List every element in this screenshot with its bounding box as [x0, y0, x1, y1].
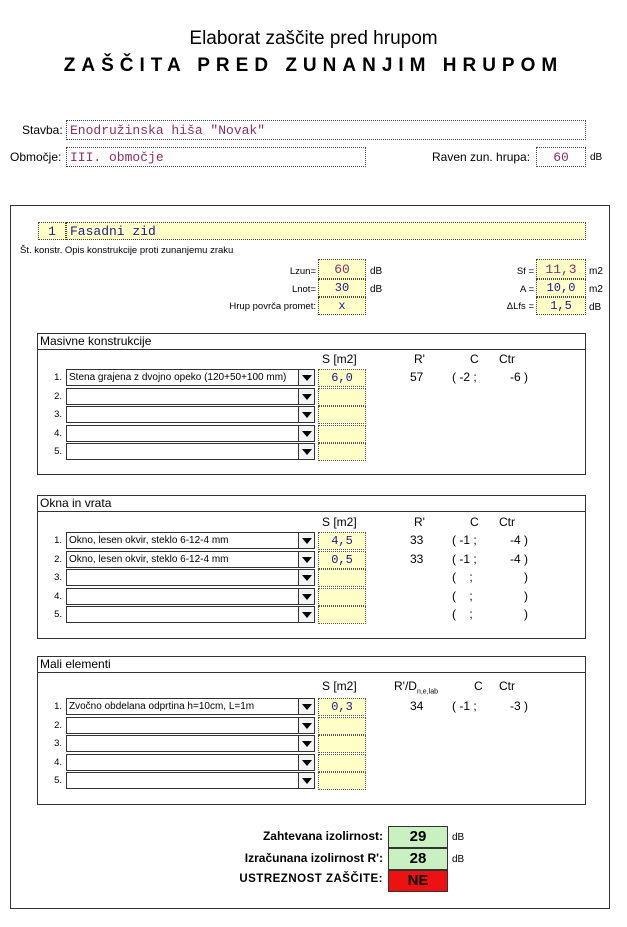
mali-col-s: S [m2]: [322, 679, 357, 693]
raven-label: Raven zun. hrupa:: [432, 150, 531, 164]
okna-description-select[interactable]: Okno, lesen okvir, steklo 6-12-4 mm: [66, 532, 299, 549]
dlfs-field[interactable]: 1,5: [536, 297, 586, 315]
masivne-row-number: 5.: [54, 446, 62, 457]
hrup-field[interactable]: x: [318, 297, 366, 315]
mali-description-select[interactable]: [66, 735, 299, 752]
okna-col-ctr: Ctr: [499, 515, 515, 529]
masivne-description-select[interactable]: [66, 443, 299, 460]
chevron-down-icon[interactable]: [298, 425, 315, 442]
masivne-area-field[interactable]: [318, 406, 366, 424]
mali-row-number: 4.: [54, 756, 62, 768]
okna-col-s: S [m2]: [322, 515, 357, 529]
okna-ctr-value: ): [524, 588, 528, 603]
chevron-down-icon[interactable]: [298, 588, 315, 605]
obmocje-field[interactable]: III. območje: [66, 147, 366, 167]
masivne-area-field[interactable]: [318, 388, 366, 406]
masivne-ctr-value: -6 ): [510, 370, 528, 384]
masivne-description-select[interactable]: [66, 406, 299, 423]
raven-unit: dB: [590, 152, 603, 163]
chevron-down-icon[interactable]: [298, 569, 315, 586]
zahtevana-value: 29: [388, 826, 448, 848]
chevron-down-icon[interactable]: [298, 532, 315, 549]
mali-area-field[interactable]: [318, 735, 366, 753]
lzun-unit: dB: [370, 266, 383, 277]
masivne-col-ctr: Ctr: [499, 352, 515, 366]
sf-label: Sf =: [516, 266, 534, 277]
construction-number[interactable]: 1: [38, 222, 66, 240]
a-unit: m2: [589, 284, 603, 295]
chevron-down-icon[interactable]: [298, 388, 315, 405]
mali-description-select[interactable]: [66, 772, 299, 789]
construction-name[interactable]: Fasadni zid: [66, 222, 586, 240]
mali-r-value: 34: [410, 699, 424, 713]
mali-area-field[interactable]: [318, 772, 366, 790]
chevron-down-icon[interactable]: [298, 772, 315, 789]
lzun-field[interactable]: 60: [318, 259, 366, 279]
construction-caption: Št. konstr. Opis konstrukcije proti zunanjemu zraku: [20, 245, 234, 256]
mali-c-value: ( -1 ;: [452, 699, 477, 713]
masivne-area-field[interactable]: [318, 425, 366, 443]
mali-area-field[interactable]: 0,3: [318, 698, 366, 716]
okna-c-value: ( ;: [452, 588, 473, 603]
izracunana-value: 28: [388, 848, 448, 870]
okna-row-number: 1.: [54, 535, 62, 546]
okna-title: Okna in vrata: [38, 496, 585, 512]
hrup-label: Hrup povrča promet:: [229, 301, 316, 312]
masivne-area-field[interactable]: [318, 443, 366, 461]
okna-area-field[interactable]: [318, 588, 366, 606]
masivne-row-number: 4.: [54, 427, 62, 439]
okna-description-select[interactable]: [66, 588, 299, 605]
okna-area-field[interactable]: 4,5: [318, 532, 366, 550]
stavba-label: Stavba:: [22, 123, 63, 137]
okna-ctr-value: -4 ): [510, 551, 528, 566]
raven-field[interactable]: 60: [536, 147, 586, 167]
masivne-c-value: ( -2 ;: [452, 370, 477, 384]
a-label: A =: [520, 284, 534, 295]
lnot-label: Lnot=: [291, 284, 316, 295]
ustreznost-value: NE: [388, 870, 448, 892]
chevron-down-icon[interactable]: [298, 443, 315, 460]
masivne-row-number: 2.: [54, 390, 62, 402]
stavba-field[interactable]: Enodružinska hiša "Novak": [66, 120, 586, 140]
masivne-col-r: R': [414, 352, 425, 366]
zahtevana-unit: dB: [452, 832, 465, 843]
chevron-down-icon[interactable]: [298, 735, 315, 752]
mali-area-field[interactable]: [318, 717, 366, 735]
masivne-r-value: 57: [410, 370, 424, 384]
mali-row-number: 5.: [54, 775, 62, 786]
masivne-col-s: S [m2]: [322, 352, 357, 366]
okna-r-value: 33: [410, 551, 424, 566]
okna-r-value: 33: [410, 533, 424, 547]
masivne-row-number: 3.: [54, 409, 62, 420]
dlfs-unit: dB: [589, 302, 602, 313]
masivne-title: Masivne konstrukcije: [38, 334, 585, 350]
okna-c-value: ( -1 ;: [452, 551, 477, 566]
chevron-down-icon[interactable]: [298, 369, 315, 386]
sf-unit: m2: [589, 266, 603, 277]
sf-field[interactable]: 11,3: [536, 259, 586, 279]
okna-ctr-value: -4 ): [510, 533, 528, 547]
mali-row-number: 3.: [54, 738, 62, 749]
okna-area-field[interactable]: 0,5: [318, 551, 366, 569]
mali-col-ctr: Ctr: [499, 679, 515, 693]
izracunana-unit: dB: [452, 854, 465, 865]
masivne-description-select[interactable]: [66, 425, 299, 442]
mali-ctr-value: -3 ): [510, 699, 528, 713]
lnot-field[interactable]: 30: [318, 279, 366, 297]
document-title: Elaborat zaščite pred hrupom: [189, 28, 438, 49]
mali-description-select[interactable]: [66, 754, 299, 771]
okna-c-value: ( ;: [452, 607, 473, 621]
mali-row-number: 1.: [54, 701, 62, 712]
okna-c-value: ( -1 ;: [452, 533, 477, 547]
lnot-unit: dB: [370, 284, 383, 295]
ustreznost-label: USTREZNOST ZAŠČITE:: [239, 873, 383, 885]
mali-description-select[interactable]: [66, 717, 299, 734]
chevron-down-icon[interactable]: [298, 406, 315, 423]
masivne-col-c: C: [470, 352, 479, 366]
lzun-label: Lzun=: [289, 266, 316, 277]
okna-ctr-value: ): [524, 570, 528, 584]
mali-col-r: $R'/D_{n,e,lab}$: [394, 679, 438, 696]
okna-col-r: R': [414, 515, 425, 529]
mali-row-number: 2.: [54, 719, 62, 731]
okna-area-field[interactable]: [318, 606, 366, 624]
chevron-down-icon[interactable]: [298, 551, 315, 568]
okna-description-select[interactable]: [66, 569, 299, 586]
okna-row-number: 5.: [54, 609, 62, 620]
okna-col-c: C: [470, 515, 479, 529]
document-subtitle: ZAŠČITA PRED ZUNANJIM HRUPOM: [63, 55, 564, 76]
chevron-down-icon[interactable]: [298, 606, 315, 623]
okna-ctr-value: ): [524, 607, 528, 621]
chevron-down-icon[interactable]: [298, 754, 315, 771]
chevron-down-icon[interactable]: [298, 717, 315, 734]
zahtevana-label: Zahtevana izolirnost:: [262, 829, 383, 843]
mali-col-c: C: [474, 679, 483, 693]
a-field[interactable]: 10,0: [536, 279, 586, 297]
okna-row-number: 4.: [54, 590, 62, 602]
chevron-down-icon[interactable]: [298, 698, 315, 715]
masivne-description-select[interactable]: Stena grajena z dvojno opeko (120+50+100 mm): [66, 369, 299, 386]
mali-area-field[interactable]: [318, 754, 366, 772]
okna-area-field[interactable]: [318, 569, 366, 587]
masivne-row-number: 1.: [54, 372, 62, 383]
masivne-area-field[interactable]: 6,0: [318, 369, 366, 387]
okna-description-select[interactable]: [66, 606, 299, 623]
okna-c-value: ( ;: [452, 570, 473, 584]
mali-description-select[interactable]: Zvočno obdelana odprtina h=10cm, L=1m: [66, 698, 299, 715]
okna-description-select[interactable]: Okno, lesen okvir, steklo 6-12-4 mm: [66, 551, 299, 568]
okna-row-number: 2.: [54, 553, 62, 565]
obmocje-label: Območje:: [10, 150, 62, 164]
okna-row-number: 3.: [54, 572, 62, 583]
izracunana-label: Izračunana izolirnost R':: [244, 851, 383, 865]
masivne-description-select[interactable]: [66, 388, 299, 405]
dlfs-label: ΔLfs =: [506, 301, 534, 312]
mali-title: Mali elementi: [38, 657, 585, 673]
